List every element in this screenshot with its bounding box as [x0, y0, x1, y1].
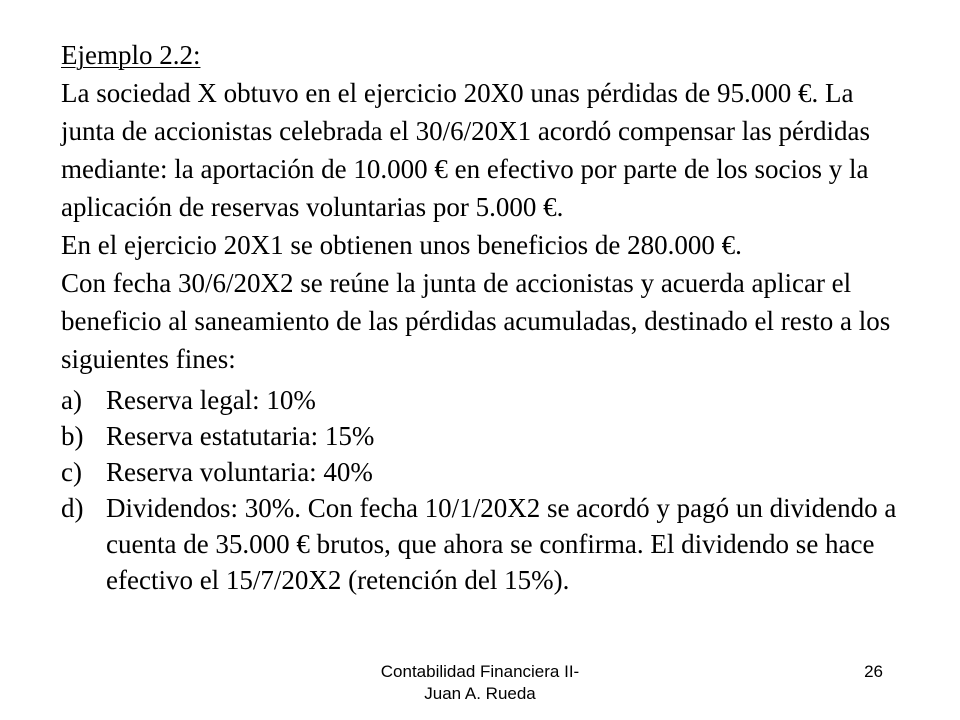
list-item — [61, 490, 911, 598]
list-item — [61, 382, 911, 418]
list-text: Reserva voluntaria: 40% — [106, 457, 373, 487]
allocation-list — [61, 382, 911, 598]
list-marker: d) — [61, 493, 84, 523]
paragraph-losses: La sociedad X obtuvo en el ejercicio 20X0 unas pérdidas de 95.000 €. La junta de accionistas celebrada el 30/6/20X1 acordó compensar las pérdidas mediante: la aportación de 10.000 € en efectivo por parte de los socios y la aplicación de reservas voluntarias por 5.000 €. — [61, 78, 870, 222]
footer-course: Contabilidad Financiera II- — [380, 662, 580, 681]
paragraph-profits: En el ejercicio 20X1 se obtienen unos beneficios de 280.000 €. — [61, 230, 742, 260]
slide-content — [61, 36, 911, 598]
list-item — [61, 454, 911, 490]
paragraph-agreement: Con fecha 30/6/20X2 se reúne la junta de accionistas y acuerda aplicar el beneficio al saneamiento de las pérdidas acumuladas, destinado el resto a los siguientes fines: — [61, 268, 891, 374]
example-heading: Ejemplo 2.2: — [61, 40, 201, 70]
list-text: Reserva estatutaria: 15% — [106, 421, 375, 451]
page-number: 26 — [864, 662, 883, 681]
footer-course-author — [330, 661, 630, 705]
list-marker: a) — [61, 385, 82, 415]
list-marker: b) — [61, 421, 84, 451]
list-marker: c) — [61, 457, 82, 487]
list-text: Dividendos: 30%. Con fecha 10/1/20X2 se acordó y pagó un dividendo a cuenta de 35.000 € brutos, que ahora se confirma. El dividendo se hace efectivo el 15/7/20X2 (retención del 15%). — [106, 493, 897, 595]
list-text: Reserva legal: 10% — [106, 385, 316, 415]
list-item — [61, 418, 911, 454]
footer-author: Juan A. Rueda — [424, 684, 536, 703]
